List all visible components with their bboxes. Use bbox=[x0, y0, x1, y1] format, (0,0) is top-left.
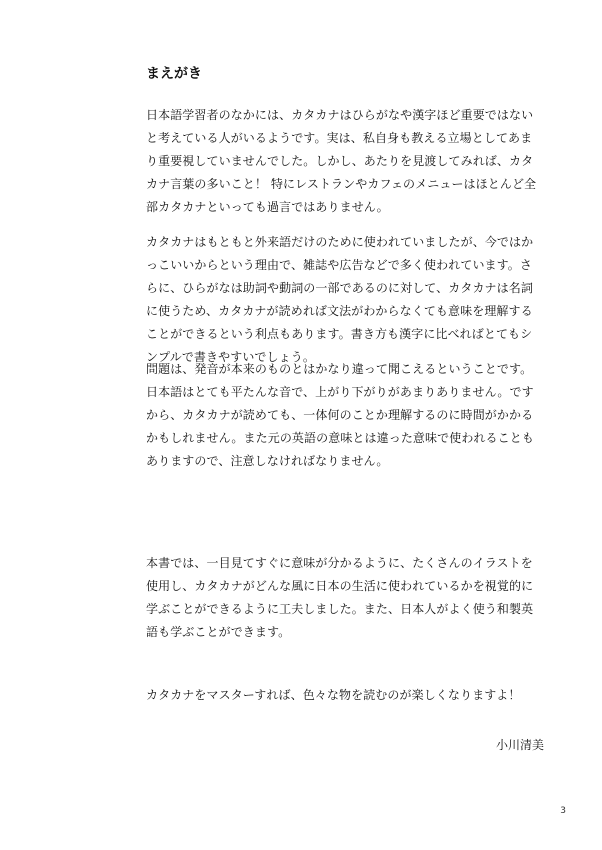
paragraph-2: カタカナはもともと外来語だけのために使われていましたが、今ではかっこいいからという理由で、雑誌や広告などで多く使われています。さらに、ひらがなは助詞や動詞の一部であるのに対して、カタカナは名詞に使うため、カタカナが読めれば文法がわからなくても意味を理解することができるという利点もあります。書き方も漢字に比べればとてもシンプルで書きやすいでしょう。 bbox=[146, 235, 534, 364]
page-title: まえがき bbox=[146, 66, 202, 82]
author-name: 小川清美 bbox=[495, 738, 544, 752]
paragraph-1: 日本語学習者のなかには、カタカナはひらがなや漢字ほど重要ではないと考えている人がいるようです。実は、私自身も教える立場としてあまり重要視していませんでした。しかし、あたりを見渡してみれば、カタカナ言葉の多いこと！ 特にレストランやカフェのメニューはほとんど全部カタカナといっても過言ではありません。 bbox=[146, 108, 537, 214]
closing-line: カタカナをマスターすれば、色々な物を読むのが楽しくなりますよ！ bbox=[146, 688, 521, 702]
paragraph-4: 本書では、一目見てすぐに意味が分かるように、たくさんのイラストを使用し、カタカナがどんな風に日本の生活に使われているかを視覚的に学ぶことができるように工夫しました。また、日本人がよく使う和製英語も学ぶことができます。 bbox=[146, 556, 534, 639]
paragraph-3: 問題は、発音が本来のものとはかなり違って聞こえるということです。日本語はとても平たんな音で、上がり下がりがあまりありません。ですから、カタカナが読めても、一体何のことか理解するのに時間がかかるかもしれません。また元の英語の意味とは違った意味で使われることもありますので、注意しなければなりません。 bbox=[146, 362, 534, 468]
page-number: 3 bbox=[560, 806, 566, 816]
